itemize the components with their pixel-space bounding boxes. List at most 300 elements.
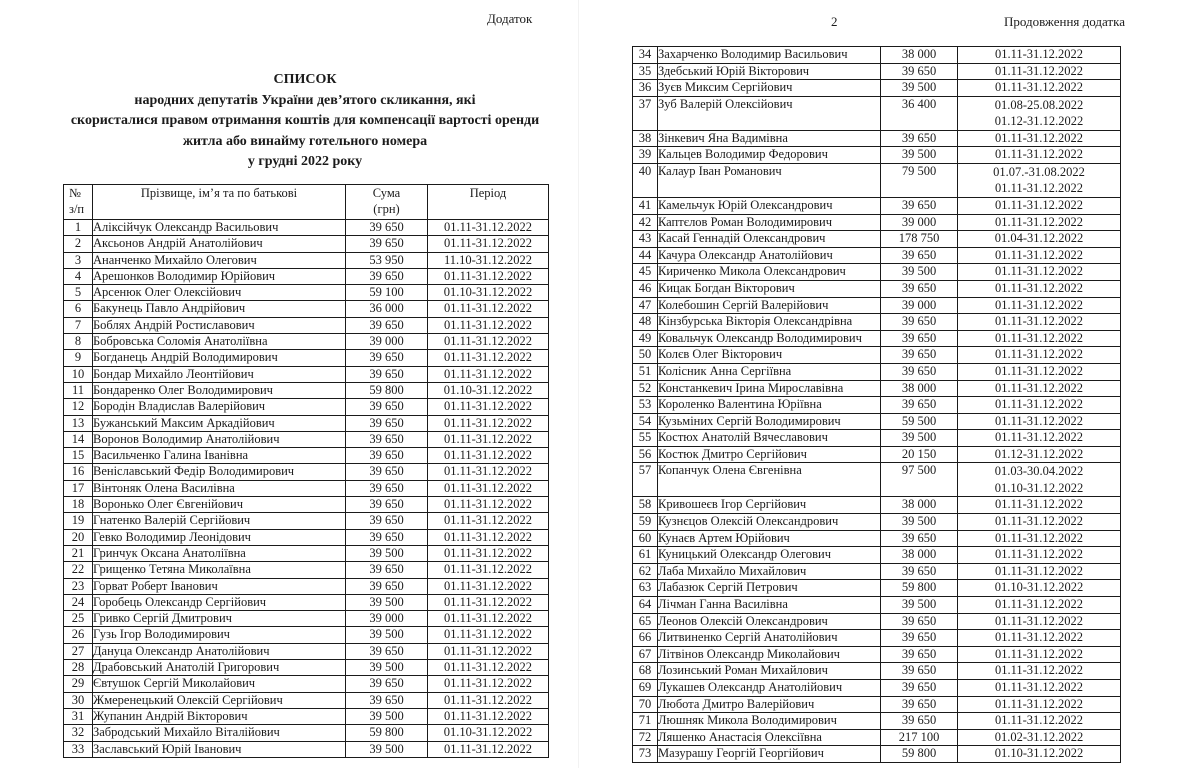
- period-value: 01.04-31.12.2022: [958, 231, 1121, 248]
- deputy-name: Веніславський Федір Володимирович: [93, 464, 346, 480]
- deputy-name: Лаба Михайло Михайлович: [658, 563, 881, 580]
- table-row: [64, 529, 549, 545]
- sum-value: 39 650: [346, 643, 428, 659]
- row-number: 13: [64, 415, 93, 431]
- period-value: 01.11-31.12.2022: [958, 630, 1121, 647]
- row-number: 56: [633, 446, 658, 463]
- sum-value: 36 400: [881, 96, 958, 130]
- table-row: [633, 530, 1121, 547]
- sum-value: 36 000: [346, 301, 428, 317]
- period-value: 01.11-31.12.2022: [958, 363, 1121, 380]
- row-number: 7: [64, 317, 93, 333]
- sum-value: 39 500: [881, 514, 958, 531]
- table-row: [64, 350, 549, 366]
- period-value: 01.10-31.12.2022: [428, 382, 549, 398]
- period-value: 01.11-31.12.2022: [958, 47, 1121, 64]
- period-value: 01.11-31.12.2022: [428, 399, 549, 415]
- table-row: [64, 464, 549, 480]
- table-row: [633, 264, 1121, 281]
- table-row: [633, 563, 1121, 580]
- table-row: [633, 497, 1121, 514]
- table-row: [64, 692, 549, 708]
- table-row: [64, 301, 549, 317]
- table-row: [64, 334, 549, 350]
- row-number: 51: [633, 363, 658, 380]
- row-number: 23: [64, 578, 93, 594]
- row-number: 67: [633, 646, 658, 663]
- deputy-name: Гнатенко Валерій Сергійович: [93, 513, 346, 529]
- table-row: [64, 382, 549, 398]
- period-value: 01.11-31.12.2022: [958, 530, 1121, 547]
- row-number: 41: [633, 197, 658, 214]
- row-number: 37: [633, 96, 658, 130]
- row-number: 36: [633, 80, 658, 97]
- row-number: 61: [633, 547, 658, 564]
- period-value: 01.10-31.12.2022: [428, 725, 549, 741]
- table-row: [633, 280, 1121, 297]
- row-number: 2: [64, 236, 93, 252]
- deputy-name: Горват Роберт Іванович: [93, 578, 346, 594]
- row-number: 40: [633, 163, 658, 197]
- row-number: 73: [633, 746, 658, 763]
- sum-value: 39 000: [346, 334, 428, 350]
- row-number: 69: [633, 680, 658, 697]
- title-line: житла або винайму готельного номера: [182, 133, 428, 149]
- deputy-name: Зуб Валерій Олексійович: [658, 96, 881, 130]
- deputy-name: Литвиненко Сергій Анатолійович: [658, 630, 881, 647]
- row-number: 14: [64, 431, 93, 447]
- row-number: 44: [633, 247, 658, 264]
- row-number: 48: [633, 314, 658, 331]
- table-row: [633, 646, 1121, 663]
- table-row: [633, 297, 1121, 314]
- table-row: [64, 676, 549, 692]
- header-sum: Сума (грн): [346, 185, 428, 220]
- sum-value: 39 650: [881, 530, 958, 547]
- table-row: [633, 713, 1121, 730]
- period-value: 01.11-31.12.2022: [958, 247, 1121, 264]
- table-row: [633, 96, 1121, 130]
- deputy-name: Кицак Богдан Вікторович: [658, 280, 881, 297]
- row-number: 32: [64, 725, 93, 741]
- row-number: 50: [633, 347, 658, 364]
- sum-value: 39 650: [881, 613, 958, 630]
- deputy-name: Люшняк Микола Володимирович: [658, 713, 881, 730]
- deputy-name: Бобровська Соломія Анатоліївна: [93, 334, 346, 350]
- deputy-name: Забродський Михайло Віталійович: [93, 725, 346, 741]
- table-row: [633, 413, 1121, 430]
- period-value: 01.11-31.12.2022: [428, 268, 549, 284]
- table-row: [64, 594, 549, 610]
- sum-value: 39 650: [346, 480, 428, 496]
- table-row: [633, 163, 1121, 197]
- period-value: 01.11-31.12.2022: [428, 497, 549, 513]
- row-number: 11: [64, 382, 93, 398]
- table-row: [64, 741, 549, 757]
- table-row: [64, 415, 549, 431]
- deputy-name: Дануца Олександр Анатолійович: [93, 643, 346, 659]
- deputy-name: Гузь Ігор Володимирович: [93, 627, 346, 643]
- period-value: 01.11-31.12.2022: [958, 330, 1121, 347]
- period-value: 01.11-31.12.2022: [428, 464, 549, 480]
- row-number: 52: [633, 380, 658, 397]
- sum-value: 39 650: [881, 397, 958, 414]
- table-row: [64, 725, 549, 741]
- deputy-name: Костюх Анатолій Вячеславович: [658, 430, 881, 447]
- table-row: [633, 729, 1121, 746]
- sum-value: 39 650: [346, 350, 428, 366]
- period-value: 01.11-31.12.2022: [958, 497, 1121, 514]
- period-value: 01.11-31.12.2022: [958, 197, 1121, 214]
- period-value: 01.11-31.12.2022: [958, 713, 1121, 730]
- row-number: 64: [633, 597, 658, 614]
- deputy-name: Жупанин Андрій Вікторович: [93, 708, 346, 724]
- period-value: 01.11-31.12.2022: [428, 627, 549, 643]
- deputy-name: Арсенюк Олег Олексійович: [93, 285, 346, 301]
- sum-value: 39 650: [346, 464, 428, 480]
- sum-value: 39 650: [346, 513, 428, 529]
- sum-value: 39 650: [881, 713, 958, 730]
- row-number: 72: [633, 729, 658, 746]
- row-number: 38: [633, 130, 658, 147]
- table-row: [633, 597, 1121, 614]
- deputies-table-page1: [63, 184, 549, 758]
- table-row: [633, 347, 1121, 364]
- header-name: Прізвище, ім’я та по батькові: [93, 185, 346, 220]
- deputy-name: Горобець Олександр Сергійович: [93, 594, 346, 610]
- period-value: 01.11-31.12.2022: [428, 236, 549, 252]
- sum-value: 39 650: [881, 663, 958, 680]
- row-number: 58: [633, 497, 658, 514]
- row-number: 55: [633, 430, 658, 447]
- deputy-name: Аксьонов Андрій Анатолійович: [93, 236, 346, 252]
- period-value: 01.11-31.12.2022: [958, 80, 1121, 97]
- period-value: 01.11-31.12.2022: [958, 130, 1121, 147]
- deputy-name: Кириченко Микола Олександрович: [658, 264, 881, 281]
- table-row: [633, 330, 1121, 347]
- row-number: 54: [633, 413, 658, 430]
- table-row: [64, 660, 549, 676]
- sum-value: 79 500: [881, 163, 958, 197]
- sum-value: 39 650: [881, 197, 958, 214]
- deputy-name: Бакунець Павло Андрійович: [93, 301, 346, 317]
- sum-value: 39 650: [346, 399, 428, 415]
- row-number: 70: [633, 696, 658, 713]
- document-title: [60, 70, 550, 173]
- deputy-name: Євтушок Сергій Миколайович: [93, 676, 346, 692]
- sum-value: 39 650: [346, 562, 428, 578]
- sum-value: 39 650: [346, 317, 428, 333]
- deputy-name: Зуєв Миксим Сергійович: [658, 80, 881, 97]
- table-row: [64, 627, 549, 643]
- sum-value: 39 650: [881, 696, 958, 713]
- deputy-name: Воронько Олег Євгенійович: [93, 497, 346, 513]
- table-row: [633, 514, 1121, 531]
- table-row: [64, 366, 549, 382]
- appendix-continuation-label: Продовження додатка: [1004, 14, 1125, 29]
- sum-value: 39 650: [881, 646, 958, 663]
- page-number: 2: [831, 14, 838, 29]
- sum-value: 39 650: [346, 578, 428, 594]
- row-number: 63: [633, 580, 658, 597]
- table-row: [633, 463, 1121, 497]
- period-value: 01.11-31.12.2022: [428, 594, 549, 610]
- sum-value: 39 650: [881, 247, 958, 264]
- sum-value: 39 650: [346, 268, 428, 284]
- table-header-row: [64, 185, 549, 220]
- period-value: 01.10-31.12.2022: [428, 285, 549, 301]
- sum-value: 39 500: [346, 660, 428, 676]
- deputy-name: Лабазюк Сергій Петрович: [658, 580, 881, 597]
- sum-value: 39 500: [881, 147, 958, 164]
- deputy-name: Здебський Юрій Вікторович: [658, 63, 881, 80]
- sum-value: 59 800: [346, 382, 428, 398]
- table-row: [64, 236, 549, 252]
- period-value: 01.11-31.12.2022: [958, 264, 1121, 281]
- row-number: 25: [64, 611, 93, 627]
- table-row: [633, 130, 1121, 147]
- table-row: [64, 268, 549, 284]
- period-value: 01.12-31.12.2022: [958, 446, 1121, 463]
- row-number: 4: [64, 268, 93, 284]
- deputy-name: Колісник Анна Сергіївна: [658, 363, 881, 380]
- sum-value: 39 650: [346, 676, 428, 692]
- period-value: 01.11-31.12.2022: [428, 611, 549, 627]
- period-value: 01.11-31.12.2022: [428, 431, 549, 447]
- sum-value: 59 800: [346, 725, 428, 741]
- row-number: 22: [64, 562, 93, 578]
- title-line: народних депутатів України дев’ятого скликання, які: [134, 92, 476, 108]
- table-row: [633, 613, 1121, 630]
- deputy-name: Лічман Ганна Василівна: [658, 597, 881, 614]
- sum-value: 39 650: [346, 529, 428, 545]
- row-number: 9: [64, 350, 93, 366]
- sum-value: 39 650: [881, 630, 958, 647]
- deputy-name: Бородін Владислав Валерійович: [93, 399, 346, 415]
- table-row: [64, 480, 549, 496]
- table-row: [633, 147, 1121, 164]
- deputy-name: Бондар Михайло Леонтійович: [93, 366, 346, 382]
- sum-value: 39 650: [346, 220, 428, 236]
- row-number: 12: [64, 399, 93, 415]
- deputy-name: Качура Олександр Анатолійович: [658, 247, 881, 264]
- table-row: [64, 578, 549, 594]
- deputy-name: Воронов Володимир Анатолійович: [93, 431, 346, 447]
- period-value: 01.08-25.08.2022 01.12-31.12.2022: [958, 96, 1121, 130]
- period-value: 01.11-31.12.2022: [428, 366, 549, 382]
- table-row: [64, 448, 549, 464]
- row-number: 59: [633, 514, 658, 531]
- row-number: 5: [64, 285, 93, 301]
- sum-value: 39 500: [881, 430, 958, 447]
- deputy-name: Каптєлов Роман Володимирович: [658, 214, 881, 231]
- row-number: 65: [633, 613, 658, 630]
- row-number: 3: [64, 252, 93, 268]
- deputy-name: Бужанський Максим Аркадійович: [93, 415, 346, 431]
- table-row: [64, 513, 549, 529]
- period-value: 01.11-31.12.2022: [958, 147, 1121, 164]
- row-number: 71: [633, 713, 658, 730]
- sum-value: 39 650: [346, 431, 428, 447]
- row-number: 60: [633, 530, 658, 547]
- appendix-label: Додаток: [487, 11, 533, 26]
- period-value: 01.11-31.12.2022: [958, 514, 1121, 531]
- row-number: 53: [633, 397, 658, 414]
- deputy-name: Вінтоняк Олена Василівна: [93, 480, 346, 496]
- row-number: 45: [633, 264, 658, 281]
- period-value: 01.11-31.12.2022: [958, 347, 1121, 364]
- row-number: 62: [633, 563, 658, 580]
- deputy-name: Ляшенко Анастасія Олексіївна: [658, 729, 881, 746]
- sum-value: 59 100: [346, 285, 428, 301]
- row-number: 21: [64, 545, 93, 561]
- row-number: 39: [633, 147, 658, 164]
- table-row: [633, 47, 1121, 64]
- period-value: 01.11-31.12.2022: [958, 380, 1121, 397]
- period-value: 01.11-31.12.2022: [958, 680, 1121, 697]
- table-row: [633, 547, 1121, 564]
- period-value: 01.11-31.12.2022: [958, 314, 1121, 331]
- period-value: 01.11-31.12.2022: [428, 643, 549, 659]
- sum-value: 39 500: [346, 545, 428, 561]
- table-row: [64, 545, 549, 561]
- sum-value: 178 750: [881, 231, 958, 248]
- table-row: [633, 696, 1121, 713]
- period-value: 01.11-31.12.2022: [428, 480, 549, 496]
- period-value: 01.11-31.12.2022: [958, 547, 1121, 564]
- period-value: 01.03-30.04.2022 01.10-31.12.2022: [958, 463, 1121, 497]
- period-value: 01.11-31.12.2022: [428, 741, 549, 757]
- sum-value: 59 800: [881, 580, 958, 597]
- table-row: [633, 63, 1121, 80]
- period-value: 01.11-31.12.2022: [428, 692, 549, 708]
- row-number: 66: [633, 630, 658, 647]
- row-number: 24: [64, 594, 93, 610]
- sum-value: 39 650: [881, 680, 958, 697]
- sum-value: 39 650: [346, 448, 428, 464]
- sum-value: 39 650: [881, 563, 958, 580]
- sum-value: 39 650: [346, 415, 428, 431]
- sum-value: 39 000: [346, 611, 428, 627]
- deputy-name: Гевко Володимир Леонідович: [93, 529, 346, 545]
- period-value: 01.11-31.12.2022: [958, 696, 1121, 713]
- header-number: № з/п: [64, 185, 93, 220]
- sum-value: 39 650: [881, 330, 958, 347]
- row-number: 6: [64, 301, 93, 317]
- row-number: 10: [64, 366, 93, 382]
- deputy-name: Колєв Олег Вікторович: [658, 347, 881, 364]
- table-row: [64, 317, 549, 333]
- table-row: [633, 430, 1121, 447]
- table-row: [64, 220, 549, 236]
- deputy-name: Літвінов Олександр Миколайович: [658, 646, 881, 663]
- table-row: [633, 363, 1121, 380]
- row-number: 30: [64, 692, 93, 708]
- sum-value: 20 150: [881, 446, 958, 463]
- sum-value: 38 000: [881, 497, 958, 514]
- sum-value: 53 950: [346, 252, 428, 268]
- deputy-name: Констанкевич Ірина Мирославівна: [658, 380, 881, 397]
- deputy-name: Кінзбурська Вікторія Олександрівна: [658, 314, 881, 331]
- row-number: 16: [64, 464, 93, 480]
- sum-value: 39 500: [346, 741, 428, 757]
- table-row: [633, 380, 1121, 397]
- table-row: [64, 285, 549, 301]
- sum-value: 39 500: [881, 264, 958, 281]
- deputy-name: Драбовський Анатолій Григорович: [93, 660, 346, 676]
- table-row: [64, 431, 549, 447]
- sum-value: 39 650: [881, 363, 958, 380]
- deputy-name: Гринчук Оксана Анатоліївна: [93, 545, 346, 561]
- deputies-table-page2: [632, 46, 1121, 763]
- sum-value: 97 500: [881, 463, 958, 497]
- period-value: 01.11-31.12.2022: [428, 529, 549, 545]
- title-line: скористалися правом отримання коштів для компенсації вартості оренди: [70, 113, 540, 128]
- sum-value: 39 650: [881, 347, 958, 364]
- row-number: 26: [64, 627, 93, 643]
- deputy-name: Куницький Олександр Олегович: [658, 547, 881, 564]
- table-row: [633, 446, 1121, 463]
- deputy-name: Мазурашу Георгій Георгійович: [658, 746, 881, 763]
- sum-value: 39 650: [346, 497, 428, 513]
- deputy-name: Калаур Іван Романович: [658, 163, 881, 197]
- row-number: 19: [64, 513, 93, 529]
- deputy-name: Богданець Андрій Володимирович: [93, 350, 346, 366]
- period-value: 01.11-31.12.2022: [958, 63, 1121, 80]
- row-number: 8: [64, 334, 93, 350]
- sum-value: 38 000: [881, 380, 958, 397]
- deputy-name: Леонов Олексій Олександрович: [658, 613, 881, 630]
- sum-value: 39 650: [881, 314, 958, 331]
- table-row: [64, 611, 549, 627]
- period-value: 01.11-31.12.2022: [958, 397, 1121, 414]
- sum-value: 38 000: [881, 547, 958, 564]
- sum-value: 39 500: [346, 708, 428, 724]
- period-value: 01.11-31.12.2022: [428, 660, 549, 676]
- period-value: 01.11-31.12.2022: [428, 676, 549, 692]
- row-number: 42: [633, 214, 658, 231]
- deputy-name: Колебошин Сергій Валерійович: [658, 297, 881, 314]
- deputy-name: Зінкевич Яна Вадимівна: [658, 130, 881, 147]
- sum-value: 39 500: [881, 597, 958, 614]
- period-value: 01.11-31.12.2022: [958, 214, 1121, 231]
- row-number: 15: [64, 448, 93, 464]
- period-value: 01.11-31.12.2022: [428, 562, 549, 578]
- table-row: [633, 214, 1121, 231]
- period-value: 01.11-31.12.2022: [428, 317, 549, 333]
- deputy-name: Ковальчук Олександр Володимирович: [658, 330, 881, 347]
- table-row: [64, 708, 549, 724]
- deputy-name: Камельчук Юрій Олександрович: [658, 197, 881, 214]
- table-row: [633, 680, 1121, 697]
- period-value: 01.11-31.12.2022: [428, 220, 549, 236]
- table-row: [64, 497, 549, 513]
- period-value: 01.10-31.12.2022: [958, 580, 1121, 597]
- table-row: [633, 231, 1121, 248]
- sum-value: 59 500: [881, 413, 958, 430]
- deputy-name: Лукашев Олександр Анатолійович: [658, 680, 881, 697]
- deputy-name: Копанчук Олена Євгенівна: [658, 463, 881, 497]
- table-row: [633, 746, 1121, 763]
- row-number: 17: [64, 480, 93, 496]
- table-row: [64, 643, 549, 659]
- row-number: 1: [64, 220, 93, 236]
- table-row: [64, 399, 549, 415]
- deputy-name: Васильченко Галина Іванівна: [93, 448, 346, 464]
- title-line: СПИСОК: [273, 72, 337, 87]
- title-line: у грудні 2022 року: [247, 154, 363, 169]
- deputy-name: Боблях Андрій Ростиславович: [93, 317, 346, 333]
